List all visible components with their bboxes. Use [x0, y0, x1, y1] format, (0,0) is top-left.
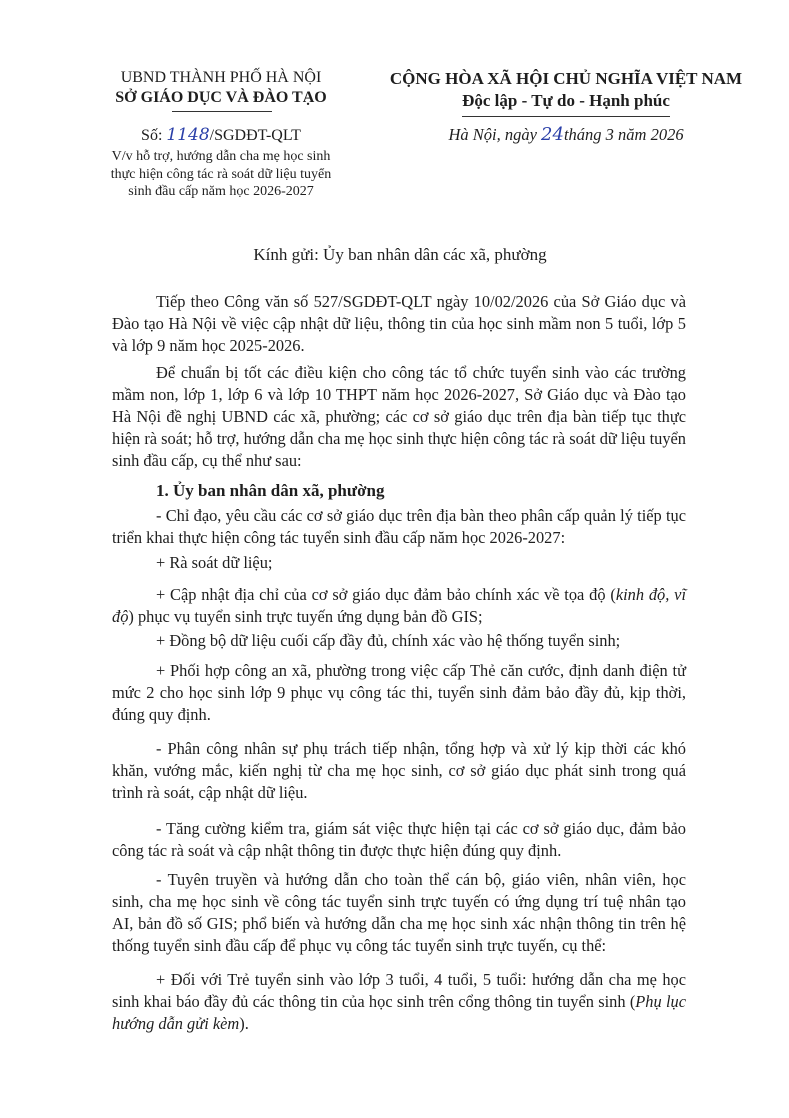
- handwritten-day: 24: [541, 124, 564, 145]
- paragraph-purpose: Để chuẩn bị tốt các điều kiện cho công tác tổ chức tuyển sinh vào các trường mầm non, lớp 1, lớp 6 và lớp 10 THPT năm học 2026-2027, Sở Giáo dục và Đào tạo Hà Nội đề nghị UBND các xã, phường; các cơ sở giáo dục trên địa bàn tiếp tục thực hiện rà soát; hỗ trợ, hướng dẫn cha mẹ học sinh thực hiện công tác rà soát dữ liệu tuyển sinh đầu cấp, cụ thể như sau:: [112, 363, 686, 470]
- handwritten-number: 1148: [166, 125, 210, 145]
- bullet-update-address: + Cập nhật địa chỉ của cơ sở giáo dục đảm bảo chính xác về tọa độ (kinh độ, vĩ độ) phục vụ tuyển sinh trực tuyến ứng dụng bản đồ GIS;: [112, 585, 686, 626]
- document-subject: V/v hỗ trợ, hướng dẫn cha mẹ học sinh thực hiện công tác rà soát dữ liệu tuyển sinh đầu cấp năm học 2026-2027: [110, 149, 332, 199]
- section-1-title: 1. Ủy ban nhân dân xã, phường: [156, 481, 385, 500]
- paragraph-assign-staff: - Phân công nhân sự phụ trách tiếp nhận, tổng hợp và xử lý kịp thời các khó khăn, vướng mắc, kiến nghị từ cha mẹ học sinh, cơ sở giáo dục phát sinh trong quá trình rà soát, cập nhật dữ liệu.: [112, 739, 686, 802]
- recipient-line: Kính gửi: Ủy ban nhân dân các xã, phường: [253, 245, 547, 264]
- paragraph-reference: Tiếp theo Công văn số 527/SGDĐT-QLT ngày 10/02/2026 của Sở Giáo dục và Đào tạo Hà Nội về việc cập nhật dữ liệu, thông tin của học sinh mầm non 5 tuổi, lớp 5 và lớp 9 năm học 2025-2026.: [112, 292, 686, 355]
- bullet-preschool-guidance: + Đối với Trẻ tuyển sinh vào lớp 3 tuổi, 4 tuổi, 5 tuổi: hướng dẫn cha mẹ học sinh khai báo đầy đủ các thông tin của học sinh trên cổng thông tin tuyển sinh (Phụ lục hướng dẫn gửi kèm).: [112, 970, 686, 1033]
- paragraph-directive: - Chỉ đạo, yêu cầu các cơ sở giáo dục trên địa bàn theo phân cấp quản lý tiếp tục triển khai thực hiện công tác tuyển sinh đầu cấp năm học 2026-2027:: [112, 506, 686, 547]
- bullet-identity-card: + Phối hợp công an xã, phường trong việc cấp Thẻ căn cước, định danh điện tử mức 2 cho học sinh lớp 9 phục vụ công tác thi, tuyển sinh đảm bảo đầy đủ, kịp thời, đúng quy định.: [112, 661, 686, 724]
- national-motto: [356, 68, 776, 112]
- country-name: CỘNG HÒA XÃ HỘI CHỦ NGHĨA VIỆT NAM: [389, 69, 743, 88]
- issuing-authority: [88, 68, 354, 108]
- authority-parent: UBND THÀNH PHỐ HÀ NỘI: [120, 69, 322, 86]
- authority-name: SỞ GIÁO DỤC VÀ ĐÀO TẠO: [115, 89, 327, 106]
- authority-underline: [172, 111, 272, 112]
- paragraph-communication: - Tuyên truyền và hướng dẫn cho toàn thể cán bộ, giáo viên, nhân viên, học sinh, cha mẹ học sinh về công tác tuyển sinh trực tuyến có ứng dụng trí tuệ nhân tạo AI, bản đồ số GIS; phổ biến và hướng dẫn cha mẹ học sinh xác nhận thông tin trên hệ thống tuyển sinh đầu cấp để phục vụ công tác tuyển sinh trực tuyến, cụ thể:: [112, 870, 686, 955]
- bullet-review-data: + Rà soát dữ liệu;: [156, 553, 273, 572]
- motto-underline: [462, 116, 670, 117]
- document-number: Số: 1148/SGDĐT-QLT: [141, 125, 301, 145]
- motto: Độc lập - Tự do - Hạnh phúc: [462, 91, 670, 110]
- document-date: Hà Nội, ngày 24tháng 3 năm 2026: [448, 124, 684, 145]
- bullet-sync-data: + Đồng bộ dữ liệu cuối cấp đầy đủ, chính xác vào hệ thống tuyển sinh;: [156, 631, 621, 650]
- paragraph-inspection: - Tăng cường kiểm tra, giám sát việc thực hiện tại các cơ sở giáo dục, đảm bảo công tác rà soát và cập nhật thông tin được thực hiện đúng quy định.: [112, 819, 686, 860]
